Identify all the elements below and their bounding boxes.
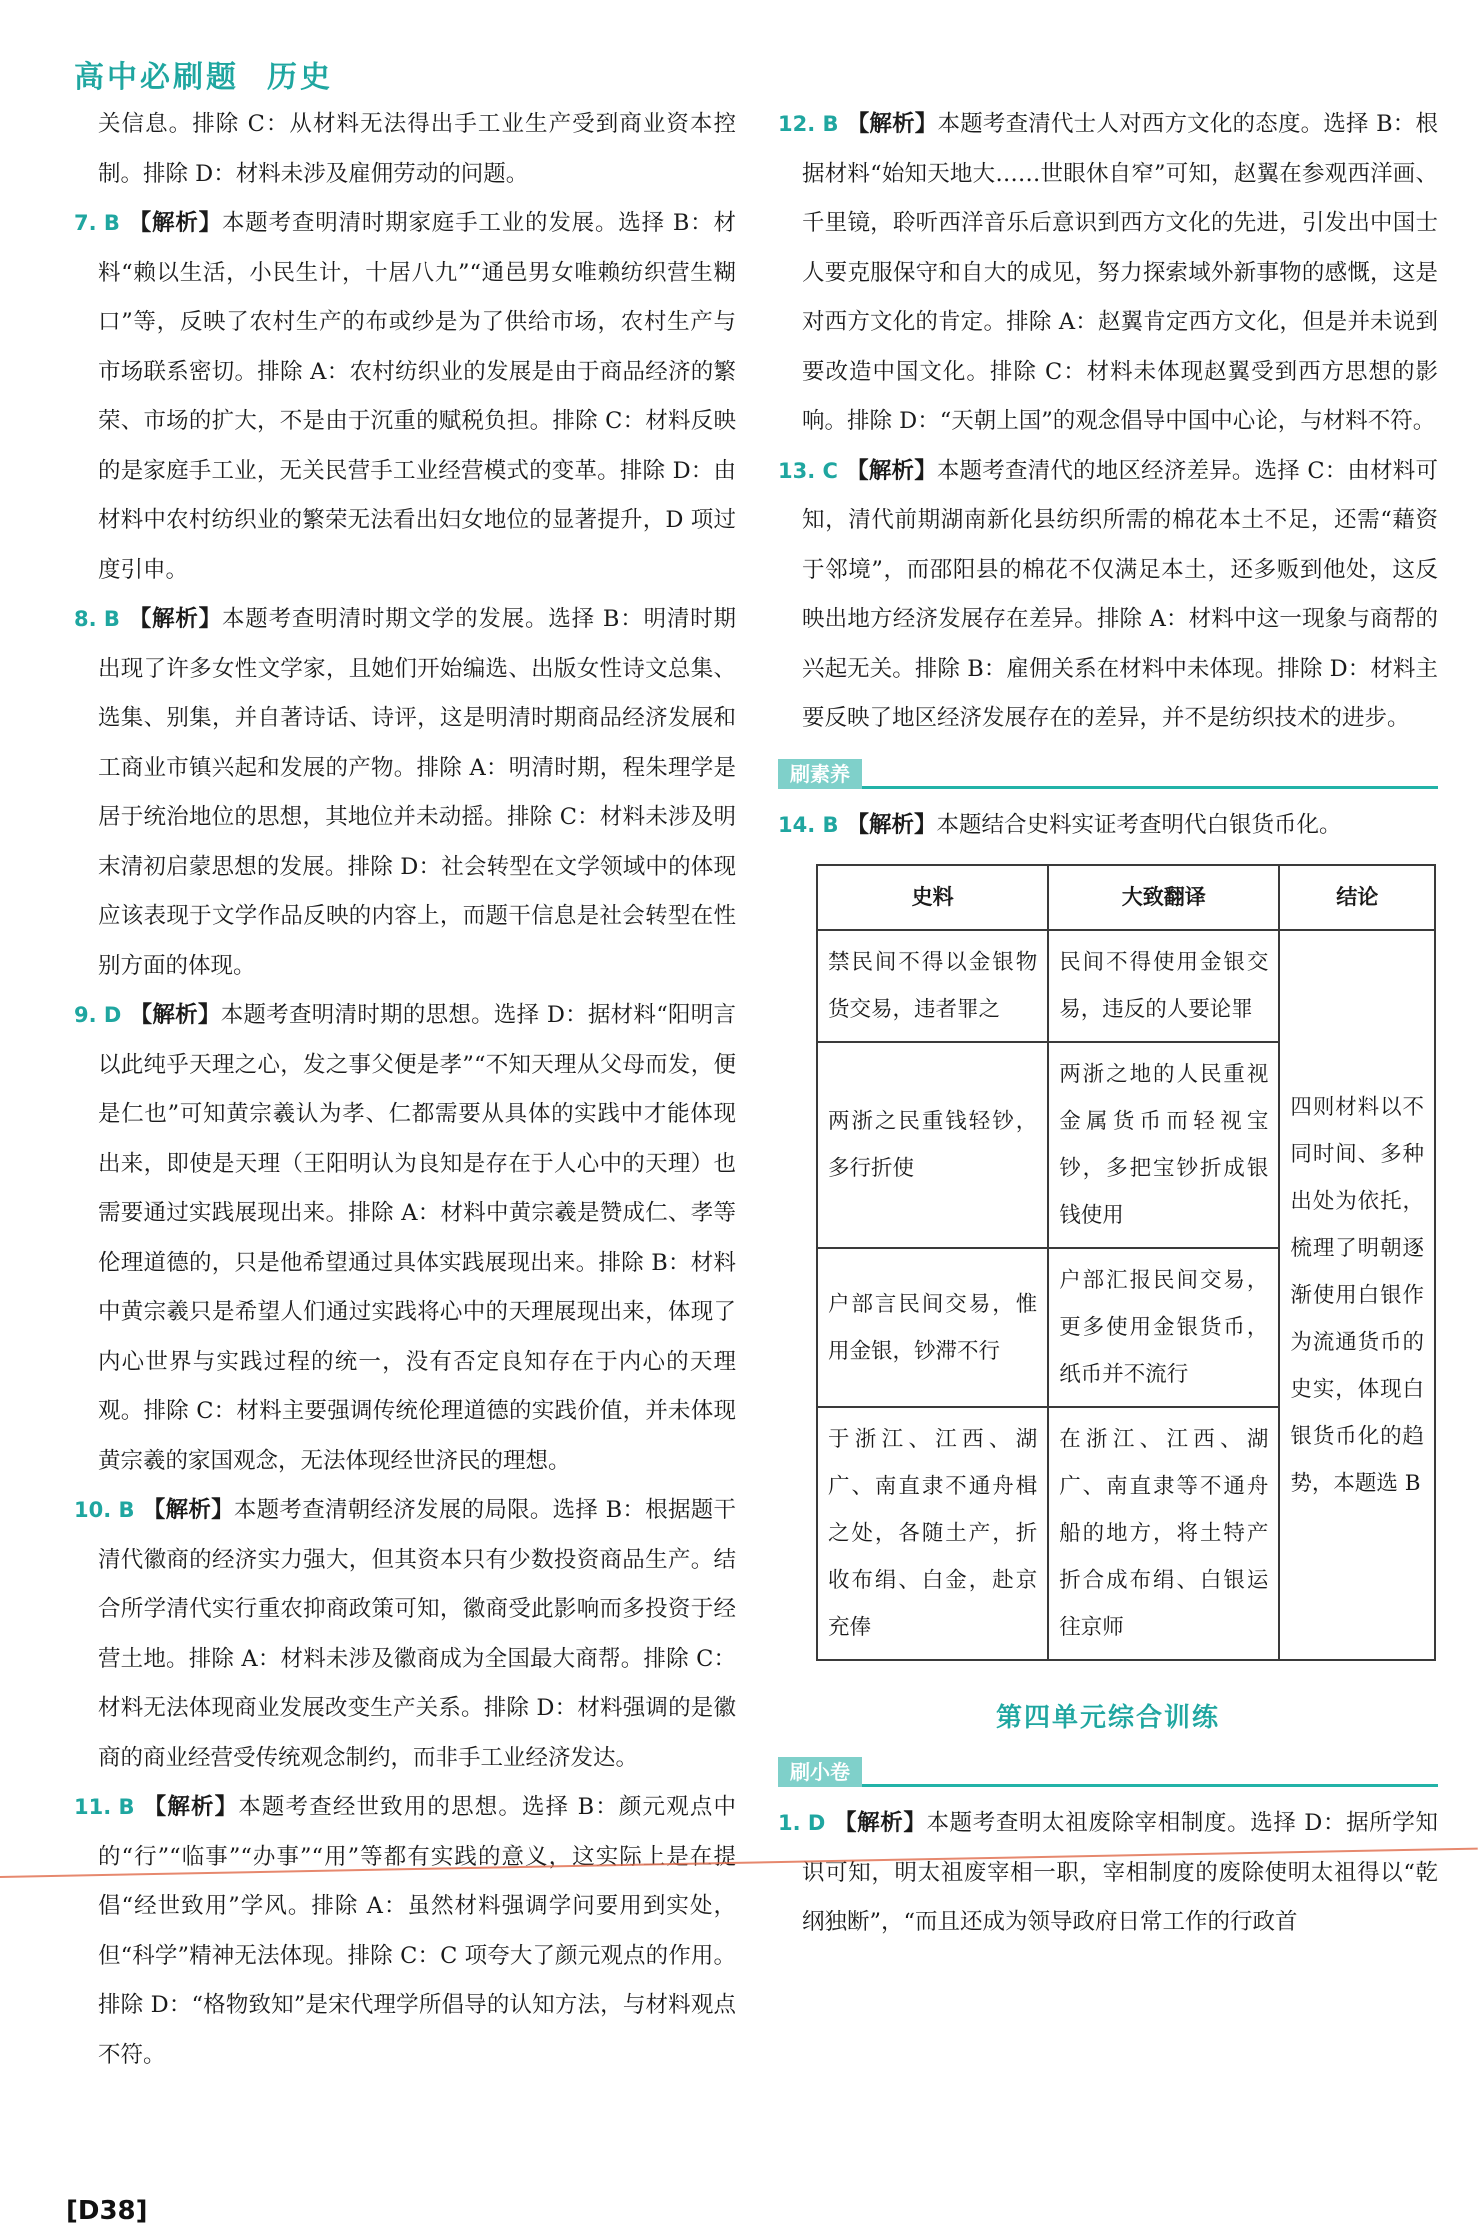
analysis-tag: 【解析】 — [142, 1497, 234, 1523]
analysis-tag: 【解析】 — [845, 457, 937, 484]
translation-cell: 在浙江、江西、湖广、南直隶等不通舟船的地方，将土特产折合成布绢、白银运往京师 — [1048, 1407, 1279, 1660]
section-label: 刷素养 — [778, 759, 862, 789]
book-title: 高中必刷题 — [74, 60, 239, 95]
answer-11 — [74, 1783, 736, 2080]
answer-text: 本题考查明太祖废除宰相制度。选择 D：据所学知识可知，明太祖废宰相一职，宰相制度的废除使明太祖得以“乾纲独断”，“而且还成为领导政府日常工作的行政首 — [802, 1810, 1438, 1935]
answer-number: 7. B — [74, 211, 120, 235]
analysis-tag: 【解析】 — [142, 1794, 239, 1820]
answer-text: 本题结合史料实证考查明代白银货币化。 — [936, 811, 1342, 838]
right-column — [778, 100, 1438, 1948]
section-label: 刷小卷 — [778, 1757, 862, 1787]
answer-text: 本题考查明清时期的思想。选择 D：据材料“阳明言以此纯乎天理之心，发之事父便是孝”“不知天理从父母而发，便是仁也”可知黄宗羲认为孝、仁都需要从具体的实践中才能体现出来，即使是天理（王阳明认为良知是存在于人心中的天理）也需要通过实践展现出来。排除 A：材料中黄宗羲是赞成仁、孝等伦理道德的，只是他希望通过具体实践展现出来。排除 B：材料中黄宗羲只是希望人们通过实践将心中的天理展现出来，体现了内心世界与实践过程的统一，没有否定良知存在于内心的天理观。排除 C：材料主要强调传统伦理道德的实践价值，并未体现黄宗羲的家国观念，无法体现经世济民的理想。 — [98, 1002, 736, 1474]
answer-text: 本题考查清代士人对西方文化的态度。选择 B：根据材料“始知天地大……世眼休自窄”可知，赵翼在参观西洋画、千里镜，聆听西洋音乐后意识到西方文化的先进，引发出中国士人要克服保守和自大的成见，努力探索域外新事物的感慨，这是对西方文化的肯定。排除 A：赵翼肯定西方文化，但是并未说到要改造中国文化。排除 C：材料未体现赵翼受到西方思想的影响。排除 D：“天朝上国”的观念倡导中国中心论，与材料不符。 — [802, 111, 1438, 434]
answer-8 — [74, 595, 736, 991]
unit-title: 第四单元综合训练 — [995, 1703, 1220, 1733]
answer-number: 11. B — [74, 1795, 135, 1819]
source-cell: 禁民间不得以金银物货交易，违者罪之 — [817, 930, 1048, 1042]
page-header — [74, 52, 333, 96]
evidence-table — [816, 864, 1436, 1661]
translation-cell: 户部汇报民间交易，更多使用金银货币，纸币并不流行 — [1048, 1248, 1279, 1407]
answer-number: 1. D — [778, 1811, 826, 1835]
source-cell: 两浙之民重钱轻钞，多行折使 — [817, 1042, 1048, 1248]
analysis-tag: 【解析】 — [127, 210, 222, 236]
answer-number: 9. D — [74, 1003, 122, 1027]
translation-cell: 两浙之地的人民重视金属货币而轻视宝钞，多把宝钞折成银钱使用 — [1048, 1042, 1279, 1248]
answer-text: 本题考查清朝经济发展的局限。选择 B：根据题干清代徽商的经济实力强大，但其资本只有少数投资商品生产。结合所学清代实行重农抑商政策可知，徽商受此影响而多投资于经营土地。排除 A：材料未涉及徽商成为全国最大商帮。排除 C：材料无法体现商业发展改变生产关系。排除 D：材料强调的是徽商的商业经营受传统观念制约，而非手工业经济发达。 — [98, 1497, 736, 1771]
answer-number: 12. B — [778, 112, 839, 136]
analysis-tag: 【解析】 — [127, 606, 222, 632]
section-bar-quiz — [778, 1756, 1438, 1787]
section-bar-literacy — [778, 758, 1438, 789]
source-cell: 户部言民间交易，惟用金银，钞滞不行 — [817, 1248, 1048, 1407]
answer-text: 本题考查经世致用的思想。选择 B：颜元观点中的“行”“临事”“办事”“用”等都有实践的意义，这实际上是在提倡“经世致用”学风。排除 A：虽然材料强调学问要用到实处，但“科学”精神无法体现。排除 C：C 项夸大了颜元观点的作用。排除 D：“格物致知”是宋代理学所倡导的认知方法，与材料观点不符。 — [98, 1794, 736, 2068]
analysis-tag: 【解析】 — [846, 811, 937, 838]
answer-1 — [778, 1799, 1438, 1948]
left-column — [74, 100, 736, 2080]
answer-number: 14. B — [778, 812, 839, 837]
answer-text: 本题考查明清时期家庭手工业的发展。选择 B：材料“赖以生活，小民生计，十居八九”“通邑男女唯赖纺织营生糊口”等，反映了农村生产的布或纱是为了供给市场，农村生产与市场联系密切。排除 A：农村纺织业的发展是由于商品经济的繁荣、市场的扩大，不是由于沉重的赋税负担。排除 C：材料反映的是家庭手工业，无关民营手工业经营模式的变革。排除 D：由材料中农村纺织业的繁荣无法看出妇女地位的显著提升，D 项过度引申。 — [98, 210, 736, 583]
analysis-tag: 【解析】 — [129, 1002, 221, 1028]
answer-12 — [778, 100, 1438, 447]
answer-9 — [74, 991, 736, 1486]
answer-text: 本题考查清代的地区经济差异。选择 C：由材料可知，清代前期湖南新化县纺织所需的棉花本土不足，还需“藉资于邻境”，而邵阳县的棉花不仅满足本土，还多贩到他处，这反映出地方经济发展存在差异。排除 A：材料中这一现象与商帮的兴起无关。排除 B：雇佣关系在材料中未体现。排除 D：材料主要反映了地区经济发展存在的差异，并不是纺织技术的进步。 — [802, 457, 1438, 731]
source-cell: 于浙江、江西、湖广、南直隶不通舟楫之处，各随土产，折收布绢、白金，赴京充俸 — [817, 1407, 1048, 1660]
analysis-tag: 【解析】 — [833, 1810, 927, 1836]
answer-number: 13. C — [778, 458, 838, 483]
answer-number: 8. B — [74, 607, 120, 631]
table-row — [817, 930, 1435, 1042]
answer-13 — [778, 447, 1438, 744]
answer-14 — [778, 801, 1438, 851]
analysis-tag: 【解析】 — [846, 111, 938, 137]
translation-cell: 民间不得使用金银交易，违反的人要论罪 — [1048, 930, 1279, 1042]
table-header-row — [817, 865, 1435, 930]
page-number: [D38] — [66, 2196, 148, 2226]
answer-number: 10. B — [74, 1498, 135, 1522]
table-header: 史料 — [817, 865, 1048, 930]
answer-7 — [74, 199, 736, 595]
answer-10 — [74, 1486, 736, 1783]
table-header: 大致翻译 — [1048, 865, 1279, 930]
answer-text: 本题考查明清时期文学的发展。选择 B：明清时期出现了许多女性文学家，且她们开始编选、出版女性诗文总集、选集、别集，并自著诗话、诗评，这是明清时期商品经济发展和工商业市镇兴起和发展的产物。排除 A：明清时期，程朱理学是居于统治地位的思想，其地位并未动摇。排除 C：材料未涉及明末清初启蒙思想的发展。排除 D：社会转型在文学领域中的体现应该表现于文学作品反映的内容上，而题干信息是社会转型在性别方面的体现。 — [98, 606, 736, 979]
continuation-text: 关信息。排除 C：从材料无法得出手工业生产受到商业资本控制。排除 D：材料未涉及雇佣劳动的问题。 — [98, 111, 736, 187]
table-header: 结论 — [1279, 865, 1435, 930]
subject-title: 历史 — [267, 60, 333, 95]
conclusion-cell: 四则材料以不同时间、多种出处为依托，梳理了明朝逐渐使用白银作为流通货币的史实，体现白银货币化的趋势，本题选 B — [1279, 930, 1435, 1660]
